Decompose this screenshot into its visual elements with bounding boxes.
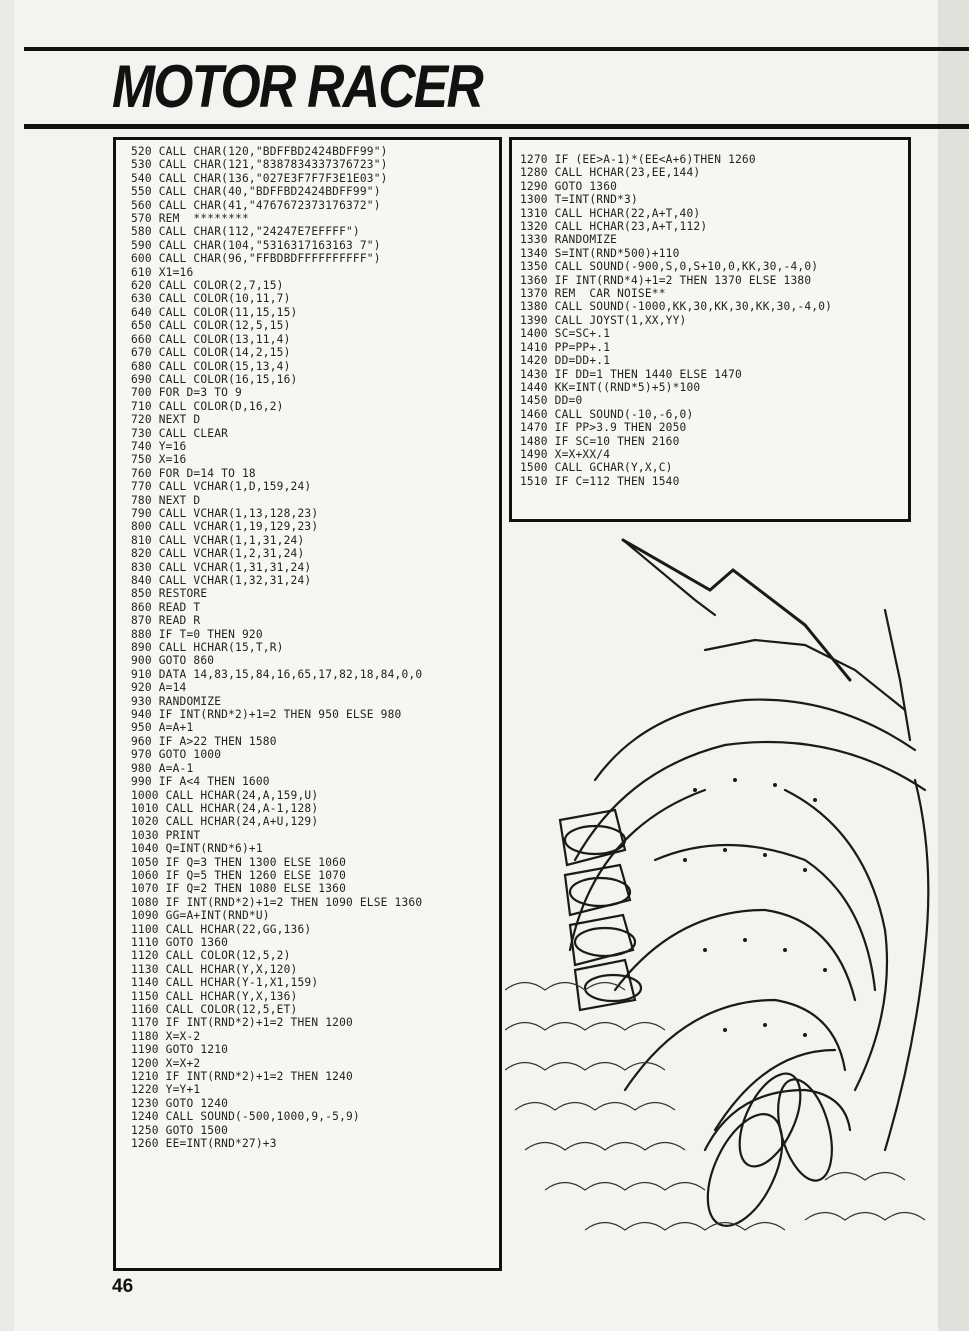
- code-line: 1090 GG=A+INT(RND*U): [131, 909, 270, 923]
- code-line: 790 CALL VCHAR(1,13,128,23): [131, 506, 319, 520]
- code-line: 1220 Y=Y+1: [131, 1083, 201, 1097]
- code-line: 620 CALL COLOR(2,7,15): [131, 279, 284, 293]
- code-line: 920 A=14: [131, 681, 187, 695]
- code-line: 540 CALL CHAR(136,"027E3F7F7F3E1E03"): [131, 171, 388, 185]
- code-line: 1310 CALL HCHAR(22,A+T,40): [520, 206, 701, 220]
- code-line: 930 RANDOMIZE: [131, 694, 222, 708]
- code-line: 1140 CALL HCHAR(Y-1,X1,159): [131, 976, 319, 990]
- code-line: 550 CALL CHAR(40,"BDFFBD2424BDFF99"): [131, 185, 381, 199]
- page-number: 46: [112, 1276, 134, 1297]
- code-line: 1330 RANDOMIZE: [520, 233, 618, 247]
- code-line: 1190 GOTO 1210: [131, 1043, 229, 1057]
- code-line: 590 CALL CHAR(104,"5316317163163 7"): [131, 238, 381, 252]
- code-line: 1070 IF Q=2 THEN 1080 ELSE 1360: [131, 882, 346, 896]
- code-line: 1230 GOTO 1240: [131, 1096, 229, 1110]
- code-line: 630 CALL COLOR(10,11,7): [131, 292, 291, 306]
- code-line: 1100 CALL HCHAR(22,GG,136): [131, 922, 312, 936]
- code-line: 1480 IF SC=10 THEN 2160: [520, 434, 680, 448]
- code-line: 640 CALL COLOR(11,15,15): [131, 305, 298, 319]
- code-line: 750 X=16: [131, 453, 187, 467]
- code-line: 1490 X=X+XX/4: [520, 447, 611, 461]
- code-line: 1160 CALL COLOR(12,5,ET): [131, 1003, 298, 1016]
- code-line: 900 GOTO 860: [131, 654, 215, 668]
- code-line: 1300 T=INT(RND*3): [520, 193, 638, 207]
- code-line: 1180 X=X-2: [131, 1029, 201, 1043]
- code-line: 730 CALL CLEAR: [131, 426, 229, 440]
- code-line: 570 REM ********: [131, 212, 249, 226]
- code-line: 1250 GOTO 1500: [131, 1123, 229, 1137]
- code-line: 850 RESTORE: [131, 587, 208, 601]
- code-listing-right: [509, 137, 911, 522]
- code-line: 1340 S=INT(RND*500)+110: [520, 246, 680, 260]
- code-line: 740 Y=16: [131, 439, 187, 453]
- code-line: 1290 GOTO 1360: [520, 179, 618, 193]
- code-line: 880 IF T=0 THEN 920: [131, 627, 263, 641]
- code-line: 660 CALL COLOR(13,11,4): [131, 332, 291, 346]
- code-line: 760 FOR D=14 TO 18: [131, 466, 256, 480]
- code-line: 1020 CALL HCHAR(24,A+U,129): [131, 815, 319, 829]
- code-line: 680 CALL COLOR(15,13,4): [131, 359, 291, 373]
- code-listing-left: [113, 137, 502, 1271]
- code-line: 1450 DD=0: [520, 394, 583, 408]
- page-left-margin: [0, 0, 14, 1331]
- code-line: 1440 KK=INT((RND*5)+5)*100: [520, 380, 701, 394]
- code-line: 1060 IF Q=5 THEN 1260 ELSE 1070: [131, 868, 346, 882]
- code-line: 820 CALL VCHAR(1,2,31,24): [131, 547, 305, 561]
- code-line: 770 CALL VCHAR(1,D,159,24): [131, 480, 312, 494]
- code-line: 1470 IF PP>3.9 THEN 2050: [520, 421, 687, 435]
- code-line: 1000 CALL HCHAR(24,A,159,U): [131, 788, 319, 802]
- code-line: 1120 CALL COLOR(12,5,2): [131, 949, 291, 963]
- code-line: 870 READ R: [131, 614, 201, 628]
- code-line: 1040 Q=INT(RND*6)+1: [131, 842, 263, 856]
- code-line: 1350 CALL SOUND(-900,S,0,S+10,0,KK,30,-4,0): [520, 260, 819, 274]
- code-line: 650 CALL COLOR(12,5,15): [131, 319, 291, 333]
- adjacent-page-edge: [938, 0, 969, 1331]
- code-line: 600 CALL CHAR(96,"FFBDBDFFFFFFFFFF"): [131, 252, 381, 266]
- code-line: 580 CALL CHAR(112,"24247E7EFFFF"): [131, 225, 360, 239]
- code-line: 940 IF INT(RND*2)+1=2 THEN 950 ELSE 980: [131, 708, 402, 722]
- code-line: 1360 IF INT(RND*4)+1=2 THEN 1370 ELSE 1380: [520, 273, 812, 287]
- code-line: 840 CALL VCHAR(1,32,31,24): [131, 574, 312, 587]
- code-line: 1510 IF C=112 THEN 1540: [520, 474, 680, 488]
- code-line: 990 IF A<4 THEN 1600: [131, 775, 270, 789]
- code-line: 690 CALL COLOR(16,15,16): [131, 372, 298, 386]
- code-line: 700 FOR D=3 TO 9: [131, 386, 242, 400]
- code-line: 830 CALL VCHAR(1,31,31,24): [131, 560, 312, 574]
- code-line: 1270 IF (EE>A-1)*(EE<A+6)THEN 1260: [520, 153, 756, 166]
- code-line: 1380 CALL SOUND(-1000,KK,30,KK,30,KK,30,-4,0): [520, 300, 833, 314]
- code-line: 910 DATA 14,83,15,84,16,65,17,82,18,84,0,0: [131, 667, 423, 681]
- racing-car-illustration: [505, 530, 938, 1270]
- page-title: MOTOR RACER: [112, 53, 483, 120]
- code-line: 1280 CALL HCHAR(23,EE,144): [520, 166, 701, 180]
- code-line: 1200 X=X+2: [131, 1056, 201, 1070]
- code-line: 1390 CALL JOYST(1,XX,YY): [520, 313, 687, 327]
- code-line: 1420 DD=DD+.1: [520, 354, 611, 368]
- code-line: 560 CALL CHAR(41,"4767672373176372"): [131, 198, 381, 212]
- code-line: 670 CALL COLOR(14,2,15): [131, 346, 291, 360]
- code-line: 1010 CALL HCHAR(24,A-1,128): [131, 801, 319, 815]
- code-line: 1170 IF INT(RND*2)+1=2 THEN 1200: [131, 1016, 353, 1030]
- code-line: 980 A=A-1: [131, 761, 194, 775]
- code-line: 1460 CALL SOUND(-10,-6,0): [520, 407, 694, 421]
- code-line: 610 X1=16: [131, 265, 194, 279]
- code-line: 960 IF A>22 THEN 1580: [131, 734, 277, 748]
- code-line: 1320 CALL HCHAR(23,A+T,112): [520, 220, 708, 234]
- code-line: 1410 PP=PP+.1: [520, 340, 611, 354]
- code-line: 780 NEXT D: [131, 493, 201, 507]
- code-line: 810 CALL VCHAR(1,1,31,24): [131, 533, 305, 547]
- code-line: 530 CALL CHAR(121,"8387834337376723"): [131, 158, 388, 172]
- code-line: 970 GOTO 1000: [131, 748, 222, 762]
- code-line: 1110 GOTO 1360: [131, 935, 229, 949]
- title-underline-rule: [24, 124, 969, 129]
- code-line: 1210 IF INT(RND*2)+1=2 THEN 1240: [131, 1070, 353, 1084]
- code-line: 710 CALL COLOR(D,16,2): [131, 399, 284, 413]
- code-line: 890 CALL HCHAR(15,T,R): [131, 641, 284, 655]
- code-line: 720 NEXT D: [131, 413, 201, 427]
- code-line: 1260 EE=INT(RND*27)+3: [131, 1137, 277, 1151]
- code-line: 1500 CALL GCHAR(Y,X,C): [520, 461, 673, 475]
- code-line: 1430 IF DD=1 THEN 1440 ELSE 1470: [520, 367, 742, 381]
- code-line: 860 READ T: [131, 600, 201, 614]
- code-line: 1370 REM CAR NOISE**: [520, 287, 666, 301]
- code-line: 520 CALL CHAR(120,"BDFFBD2424BDFF99"): [131, 145, 388, 158]
- code-line: 1080 IF INT(RND*2)+1=2 THEN 1090 ELSE 1360: [131, 895, 423, 909]
- code-line: 1050 IF Q=3 THEN 1300 ELSE 1060: [131, 855, 346, 869]
- code-line: 1240 CALL SOUND(-500,1000,9,-5,9): [131, 1110, 360, 1124]
- code-line: 950 A=A+1: [131, 721, 194, 735]
- code-line: 1030 PRINT: [131, 828, 201, 842]
- code-line: 1150 CALL HCHAR(Y,X,136): [131, 989, 298, 1003]
- code-line: 1400 SC=SC+.1: [520, 327, 611, 341]
- code-line: 1130 CALL HCHAR(Y,X,120): [131, 962, 298, 976]
- code-line: 800 CALL VCHAR(1,19,129,23): [131, 520, 319, 534]
